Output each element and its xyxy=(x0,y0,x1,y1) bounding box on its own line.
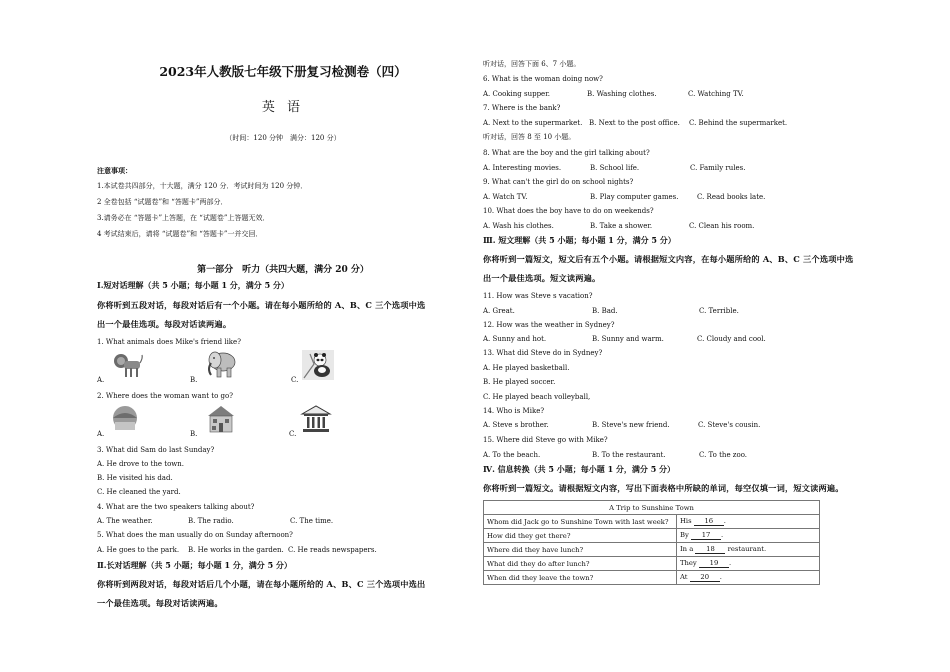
section3-title: Ⅲ. 短文理解（共 5 小题；每小题 1 分，满分 5 分） xyxy=(483,235,676,245)
question-13: 13. What did Steve do in Sydney? xyxy=(483,349,603,357)
elephant-icon xyxy=(205,349,237,379)
question-15: 15. Where did Steve go with Mike? xyxy=(483,436,608,444)
note-item: 4 考试结束后，请将 “试题卷”和 “答题卡”一并交回． xyxy=(97,230,263,238)
option-b: B. xyxy=(190,430,198,438)
option-a: A. Great. xyxy=(483,307,515,315)
section3-instructions: 你将听到一篇短文，短文后有五个小题。请根据短文内容，在每小题所给的 A、B、C 三个选项中选 xyxy=(483,254,854,264)
section2-title: Ⅱ.长对话理解（共 5 小题；每小题 1 分，满分 5 分） xyxy=(97,560,292,570)
option-b: B. Next to the post office. xyxy=(589,119,680,127)
question-4: 4. What are the two speakers talking about? xyxy=(97,503,255,511)
option-a: A. xyxy=(97,376,105,384)
question-11: 11. How was Steve s vacation? xyxy=(483,292,593,300)
option-c: C. xyxy=(289,430,297,438)
option-b: B. School life. xyxy=(590,164,640,172)
dialogue-intro: 听对话，回答 8 至 10 小题。 xyxy=(483,133,576,141)
table-row xyxy=(484,529,820,543)
option-c: C. He played beach volleyball, xyxy=(483,393,591,401)
question-2: 2. Where does the woman want to go? xyxy=(97,392,233,400)
table-row xyxy=(484,543,820,557)
table-answer: They 19 . xyxy=(677,557,820,571)
question-14: 14. Who is Mike? xyxy=(483,407,545,415)
option-b: B. Play computer games. xyxy=(590,193,679,201)
option-b: B. He visited his dad. xyxy=(97,474,173,482)
answer-blank-16[interactable]: 16 xyxy=(694,517,724,526)
question-7: 7. Where is the bank? xyxy=(483,104,561,112)
option-a: A. Watch TV. xyxy=(483,193,528,201)
question-6: 6. What is the woman doing now? xyxy=(483,75,603,83)
option-a: A. To the beach. xyxy=(483,451,541,459)
answer-blank-18[interactable]: 18 xyxy=(695,545,725,554)
option-b: B. Steve's new friend. xyxy=(592,421,670,429)
option-c: C. xyxy=(291,376,299,384)
section1-title: Ⅰ.短对话理解（共 5 小题；每小题 1 分，满分 5 分） xyxy=(97,280,289,290)
option-b: B. The radio. xyxy=(188,517,234,525)
option-a: A. Steve s brother. xyxy=(483,421,549,429)
option-c: C. Cloudy and cool. xyxy=(697,335,766,343)
info-table xyxy=(483,500,820,585)
notes-heading: 注意事项： xyxy=(97,166,132,175)
note-item: 1.本试卷共四部分，十大题，满分 120 分．考试时间为 120 分钟． xyxy=(97,182,308,190)
option-a: A. He drove to the town. xyxy=(97,460,185,468)
dialogue-intro: 听对话，回答下面 6、7 小题。 xyxy=(483,60,581,68)
option-b: B. He played soccer. xyxy=(483,378,556,386)
subject-title: 英 语 xyxy=(261,100,305,115)
option-a: A. Cooking supper. xyxy=(483,90,550,98)
section2-instructions: 一个最佳选项。每段对话读两遍。 xyxy=(97,598,223,608)
table-question: When did they leave the town? xyxy=(484,571,677,585)
answer-blank-20[interactable]: 20 xyxy=(690,573,720,582)
table-row xyxy=(484,571,820,585)
option-c: C. Clean his room. xyxy=(689,222,755,230)
table-question: Whom did Jack go to Sunshine Town with last week? xyxy=(484,515,677,529)
section4-instructions: 你将听到一篇短文。请根据短文内容，写出下面表格中所缺的单词，每空仅填一词，短文读两遍。 xyxy=(483,483,844,493)
section4-title: Ⅳ. 信息转换（共 5 小题；每小题 1 分，满分 5 分） xyxy=(483,464,676,474)
option-b: B. He works in the garden. xyxy=(188,546,284,554)
option-b: B. Take a shower. xyxy=(590,222,653,230)
question-1: 1. What animals does Mike's friend like? xyxy=(97,338,241,346)
table-question: Where did they have lunch? xyxy=(484,543,677,557)
time-info: （时间：120 分钟 满分：120 分） xyxy=(225,134,341,142)
question-9: 9. What can't the girl do on school nights? xyxy=(483,178,634,186)
table-question: How did they get there? xyxy=(484,529,677,543)
page-title: 2023年人教版七年级下册复习检测卷（四） xyxy=(159,64,407,79)
table-answer: At 20 . xyxy=(677,571,820,585)
note-item: 3.请务必在 “答题卡”上答题，在 “试题卷”上答题无效． xyxy=(97,214,270,222)
answer-blank-19[interactable]: 19 xyxy=(699,559,729,568)
lion-icon xyxy=(112,350,144,380)
option-b: B. Bad. xyxy=(592,307,618,315)
section1-instructions: 你将听到五段对话，每段对话后有一个小题。请在每小题所给的 A、B、C 三个选项中选 xyxy=(97,300,426,310)
part1-title: 第一部分 听力（共四大题，满分 20 分） xyxy=(197,265,369,275)
museum-dome-icon xyxy=(109,404,141,434)
option-c: C. To the zoo. xyxy=(699,451,748,459)
table-row xyxy=(484,515,820,529)
option-a: A. Wash his clothes. xyxy=(483,222,554,230)
option-c: C. Family rules. xyxy=(690,164,746,172)
option-c: C. The time. xyxy=(290,517,334,525)
table-answer: By 17 . xyxy=(677,529,820,543)
question-8: 8. What are the boy and the girl talking about? xyxy=(483,149,650,157)
option-c: C. Steve's cousin. xyxy=(698,421,761,429)
option-c: C. Terrible. xyxy=(699,307,739,315)
panda-icon xyxy=(302,350,334,380)
question-5: 5. What does the man usually do on Sunday afternoon? xyxy=(97,531,293,539)
option-a: A. He goes to the park. xyxy=(97,546,180,554)
option-a: A. Interesting movies. xyxy=(483,164,562,172)
section2-instructions: 你将听到两段对话，每段对话后几个小题，请在每小题所给的 A、B、C 三个选项中选出 xyxy=(97,579,426,589)
table-caption-row xyxy=(484,501,820,515)
option-a: A. He played basketball. xyxy=(483,364,570,372)
option-a: A. Next to the supermarket. xyxy=(483,119,583,127)
table-answer: In a 18 restaurant. xyxy=(677,543,820,557)
bank-icon xyxy=(300,404,332,434)
section3-instructions: 出一个最佳选项。短文读两遍。 xyxy=(483,273,601,283)
answer-blank-17[interactable]: 17 xyxy=(691,531,721,540)
option-b: B. Sunny and warm. xyxy=(592,335,664,343)
option-a: A. The weather. xyxy=(97,517,153,525)
table-caption: A Trip to Sunshine Town xyxy=(484,501,820,515)
option-c: C. Read books late. xyxy=(697,193,766,201)
house-icon xyxy=(205,404,237,434)
option-b: B. xyxy=(190,376,198,384)
note-item: 2 全卷包括 “试题卷”和 “答题卡”两部分． xyxy=(97,198,228,206)
option-c: C. He cleaned the yard. xyxy=(97,488,181,496)
option-b: B. To the restaurant. xyxy=(592,451,666,459)
option-a: A. xyxy=(97,430,105,438)
option-c: C. Watching TV. xyxy=(688,90,744,98)
section1-instructions: 出一个最佳选项。每段对话读两遍。 xyxy=(97,319,232,329)
question-3: 3. What did Sam do last Sunday? xyxy=(97,446,215,454)
question-10: 10. What does the boy have to do on weekends? xyxy=(483,207,654,215)
question-12: 12. How was the weather in Sydney? xyxy=(483,321,615,329)
option-c: C. He reads newspapers. xyxy=(288,546,377,554)
table-question: What did they do after lunch? xyxy=(484,557,677,571)
option-b: B. Washing clothes. xyxy=(587,90,657,98)
table-row xyxy=(484,557,820,571)
table-answer: His 16 . xyxy=(677,515,820,529)
option-a: A. Sunny and hot. xyxy=(483,335,547,343)
option-c: C. Behind the supermarket. xyxy=(689,119,788,127)
